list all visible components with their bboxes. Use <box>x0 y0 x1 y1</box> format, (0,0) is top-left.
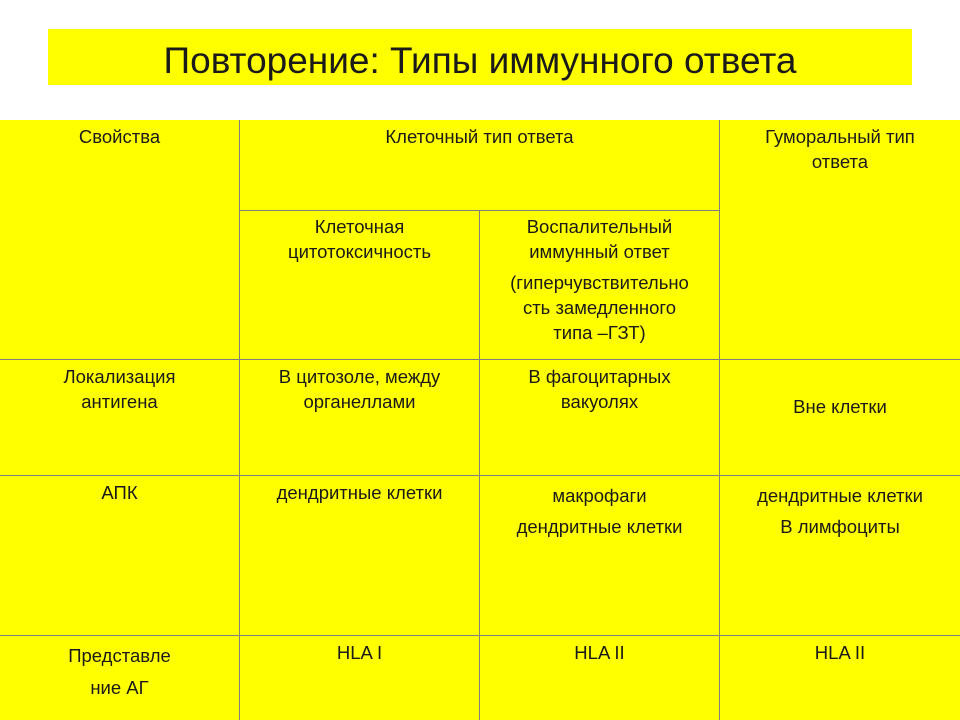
row-apc-c3-line2: В лимфоциты <box>780 516 900 537</box>
header-humoral-line1: Гуморальный тип <box>765 126 915 147</box>
row-localization-c3: Вне клетки <box>793 396 887 417</box>
row-localization-inflammatory <box>480 360 719 414</box>
row-localization-label-line2: антигена <box>81 391 158 412</box>
row-apc-c2-line2: дендритные клетки <box>516 516 683 537</box>
row-apc-c1: дендритные клетки <box>276 482 443 503</box>
row-apc-inflammatory <box>480 476 719 542</box>
row-presentation-c2: HLA II <box>574 642 625 663</box>
row-localization-c2-line2: вакуолях <box>560 391 639 412</box>
row-presentation-c1: HLA I <box>336 642 383 663</box>
row-presentation-label <box>0 636 239 704</box>
immune-response-table <box>0 120 960 720</box>
subheader-inflammatory-line5: типа –ГЗТ) <box>553 322 646 343</box>
row-apc-c2-line1: макрофаги <box>552 485 647 506</box>
row-apc-label <box>0 476 239 505</box>
subheader-inflammatory <box>480 210 719 345</box>
row-localization-c1-line2: органеллами <box>303 391 416 412</box>
row-localization-humoral <box>720 390 960 419</box>
subheader-inflammatory-line2: иммунный ответ <box>529 241 670 262</box>
row-apc-label-text: АПК <box>101 482 138 503</box>
header-humoral <box>720 120 960 174</box>
row-localization-cytotoxicity <box>240 360 479 414</box>
subheader-inflammatory-line1: Воспалительный <box>526 216 673 237</box>
row-localization-c1-line1: В цитозоле, между <box>278 366 441 387</box>
subheader-cytotoxicity-line2: цитотоксичность <box>287 241 432 262</box>
header-cellular <box>240 120 719 149</box>
row-presentation-label-line1: Представле <box>68 645 171 666</box>
row-apc-c3-line1: дендритные клетки <box>757 485 923 506</box>
title-band <box>48 29 912 85</box>
row-localization-label <box>0 360 239 414</box>
subheader-inflammatory-line3: (гиперчувствительно <box>510 272 689 293</box>
row-presentation-cytotoxicity <box>240 636 479 665</box>
subheader-cytotoxicity <box>240 210 479 264</box>
page-title: Повторение: Типы иммунного ответа <box>163 40 797 81</box>
row-presentation-inflammatory <box>480 636 719 665</box>
row-localization-label-line1: Локализация <box>63 366 176 387</box>
header-properties <box>0 120 239 149</box>
row-apc-cytotoxicity <box>240 476 479 505</box>
header-cellular-text: Клеточный тип ответа <box>385 126 574 147</box>
row-apc-humoral <box>720 476 960 542</box>
header-properties-text: Свойства <box>78 126 161 147</box>
row-presentation-c3: HLA II <box>814 642 866 663</box>
row-presentation-label-line2: ние АГ <box>90 677 149 698</box>
subheader-inflammatory-line4: сть замедленного <box>522 297 677 318</box>
header-humoral-line2: ответа <box>811 151 869 172</box>
subheader-cytotoxicity-line1: Клеточная <box>314 216 405 237</box>
row-presentation-humoral <box>720 636 960 665</box>
row-localization-c2-line1: В фагоцитарных <box>528 366 671 387</box>
